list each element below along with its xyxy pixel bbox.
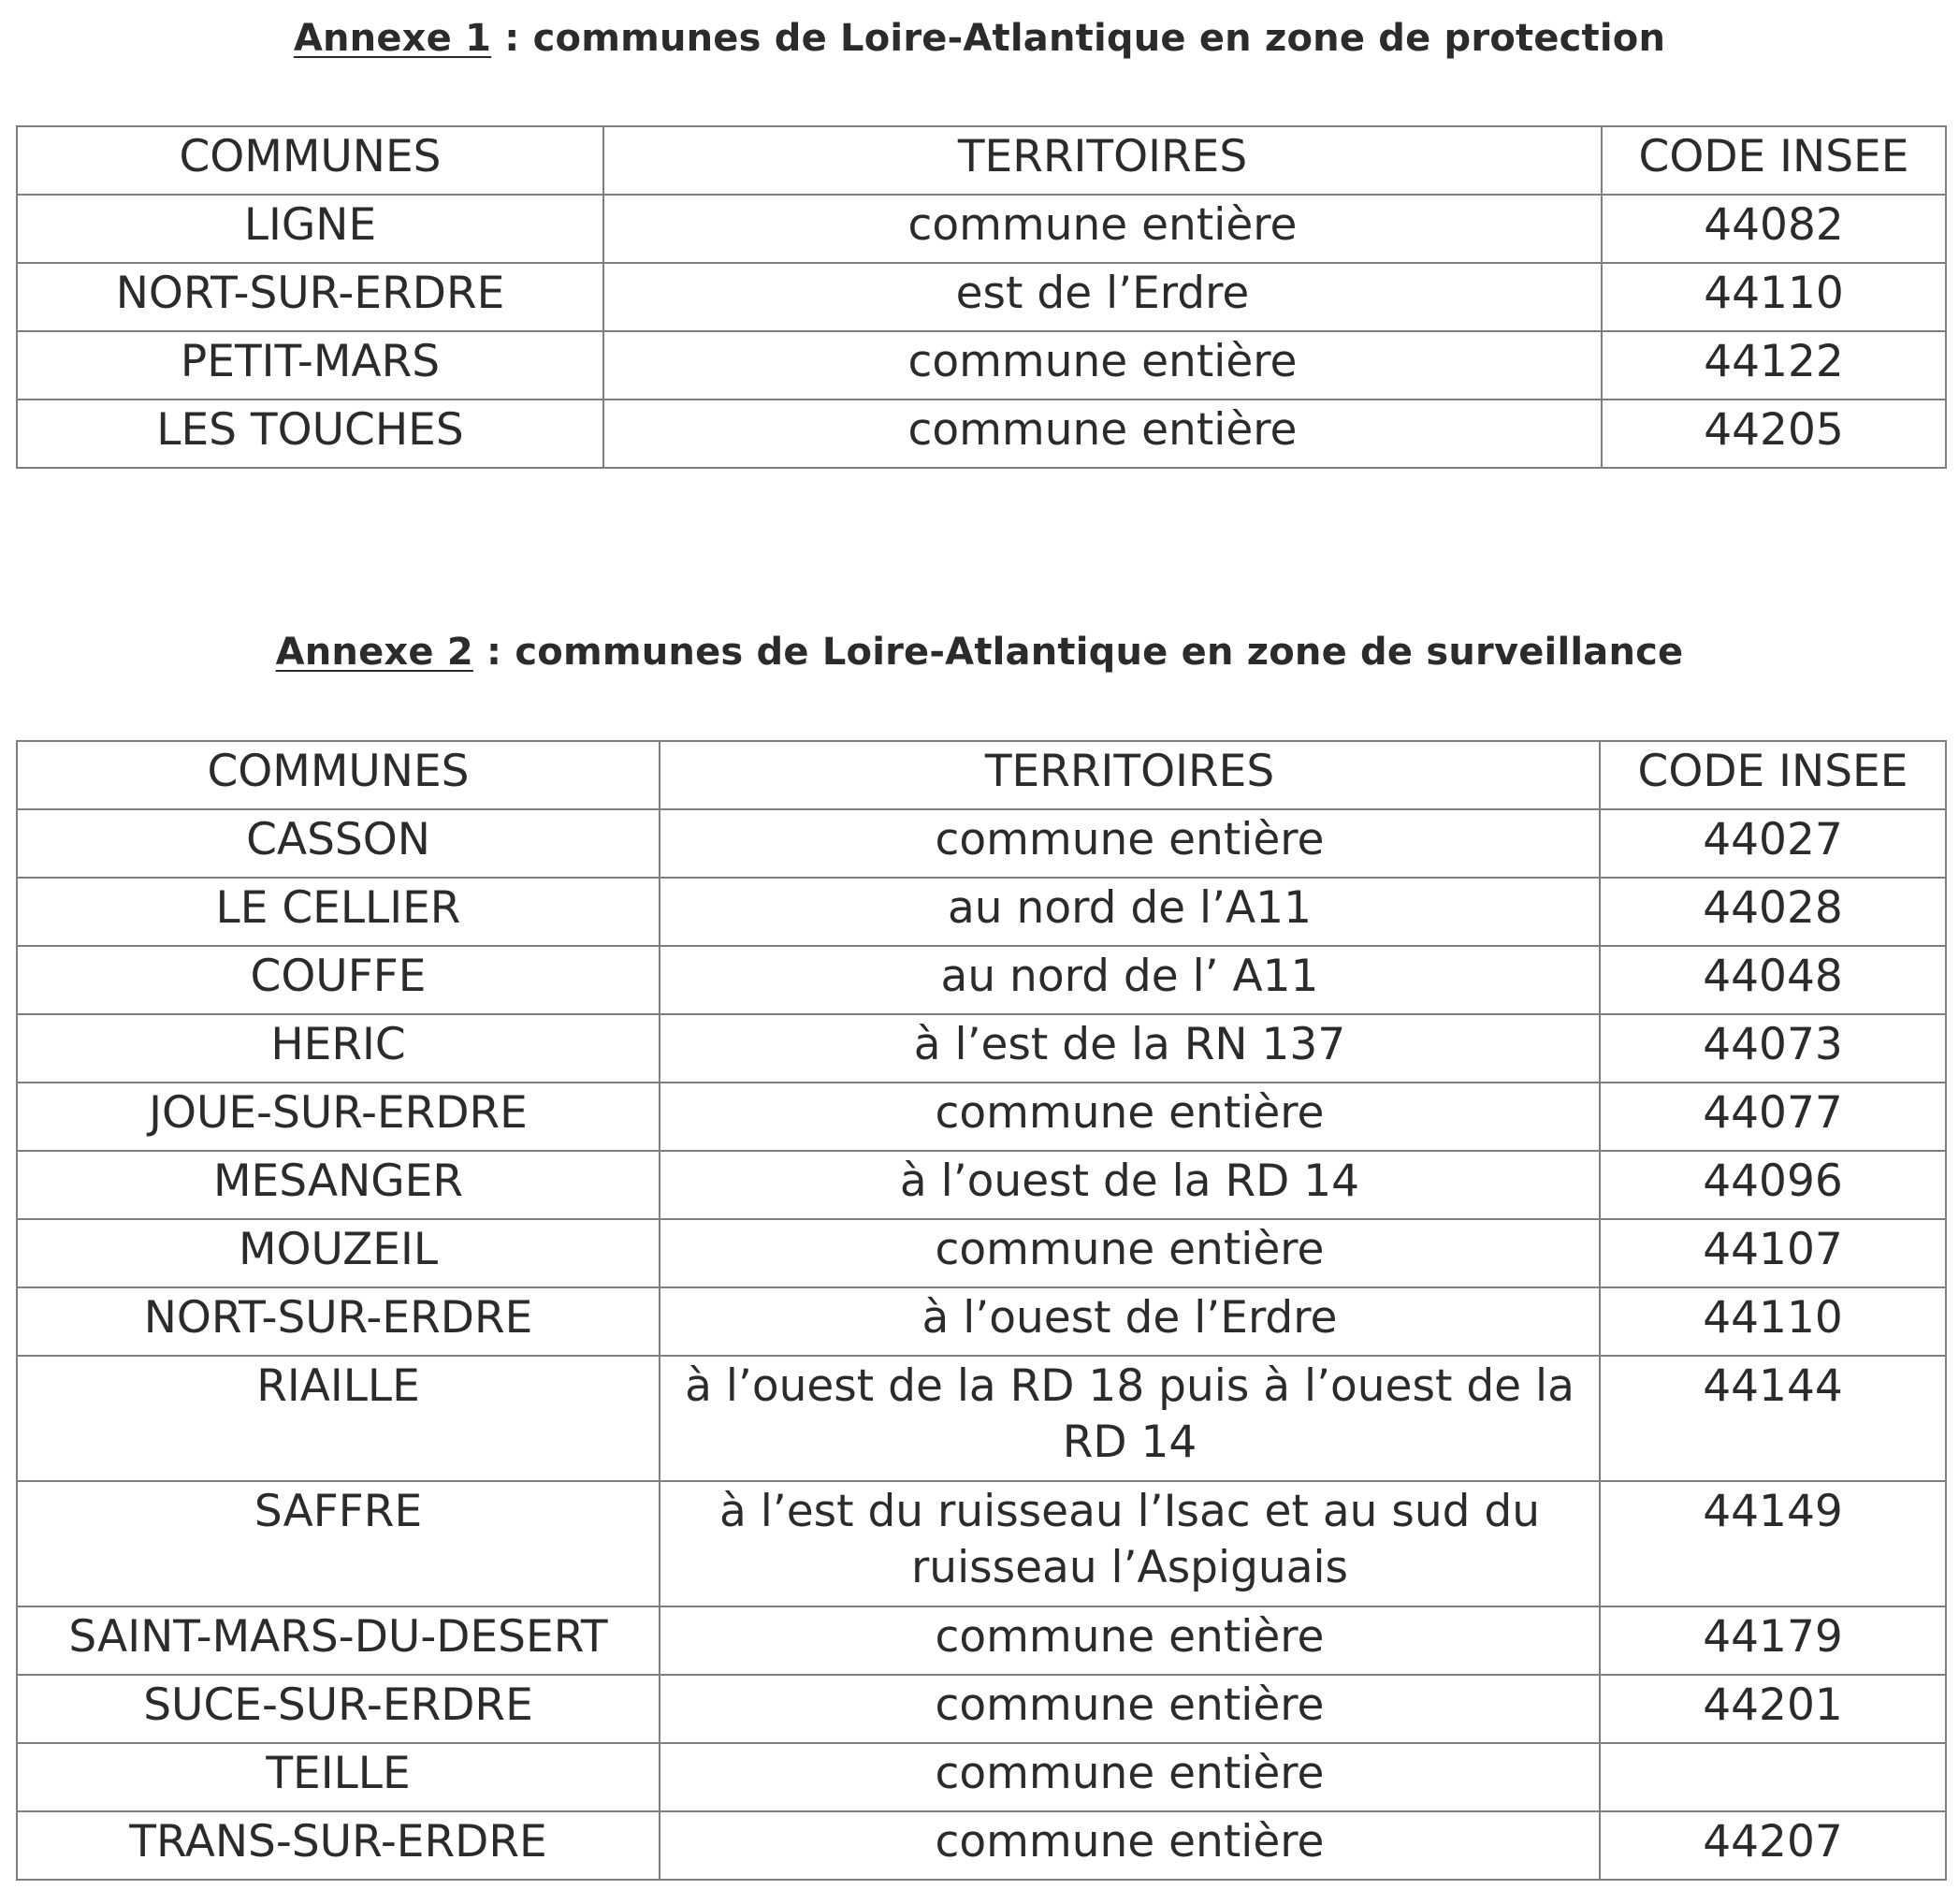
territoire-cell: commune entière bbox=[603, 331, 1602, 400]
commune-cell: COUFFE bbox=[17, 946, 660, 1014]
table-row bbox=[17, 1811, 1946, 1880]
annex-2-title-text: : communes de Loire-Atlantique en zone de surveillance bbox=[472, 631, 1684, 674]
commune-cell: JOUE-SUR-ERDRE bbox=[17, 1083, 660, 1151]
header-communes: COMMUNES bbox=[17, 126, 603, 195]
code-insee-cell: 44110 bbox=[1602, 263, 1946, 331]
table-row bbox=[17, 1743, 1946, 1811]
territoire-cell: est de l’Erdre bbox=[603, 263, 1602, 331]
code-insee-cell: 44073 bbox=[1600, 1014, 1946, 1083]
table-row bbox=[17, 1356, 1946, 1481]
table-row bbox=[17, 1481, 1946, 1606]
commune-cell: PETIT-MARS bbox=[17, 331, 603, 400]
territoire-cell: commune entière bbox=[603, 400, 1602, 468]
table-header-row bbox=[17, 741, 1946, 809]
code-insee-cell: 44027 bbox=[1600, 809, 1946, 878]
table-row bbox=[17, 1219, 1946, 1287]
table-row bbox=[17, 1083, 1946, 1151]
code-insee-cell: 44107 bbox=[1600, 1219, 1946, 1287]
commune-cell: SUCE-SUR-ERDRE bbox=[17, 1675, 660, 1743]
table-row bbox=[17, 400, 1946, 468]
code-insee-cell: 44077 bbox=[1600, 1083, 1946, 1151]
table-header-row bbox=[17, 126, 1946, 195]
table-row bbox=[17, 878, 1946, 946]
code-insee-cell: 44144 bbox=[1600, 1356, 1946, 1481]
annex-2-label: Annexe 2 bbox=[275, 631, 473, 674]
table-row bbox=[17, 263, 1946, 331]
code-insee-cell: 44028 bbox=[1600, 878, 1946, 946]
commune-cell: MESANGER bbox=[17, 1151, 660, 1219]
commune-cell: LE CELLIER bbox=[17, 878, 660, 946]
territoire-cell: à l’ouest de la RD 14 bbox=[660, 1151, 1600, 1219]
protection-zone-table bbox=[16, 125, 1947, 469]
commune-cell: RIAILLE bbox=[17, 1356, 660, 1481]
commune-cell: SAFFRE bbox=[17, 1481, 660, 1606]
table-row bbox=[17, 331, 1946, 400]
territoire-cell: à l’est du ruisseau l’Isac et au sud du ruisseau l’Aspiguais bbox=[660, 1481, 1600, 1606]
commune-cell: NORT-SUR-ERDRE bbox=[17, 1287, 660, 1356]
code-insee-cell: 44207 bbox=[1600, 1811, 1946, 1880]
territoire-cell: commune entière bbox=[660, 1811, 1600, 1880]
table-row bbox=[17, 1606, 1946, 1675]
header-territoires: TERRITOIRES bbox=[660, 741, 1600, 809]
table-row bbox=[17, 946, 1946, 1014]
territoire-cell: commune entière bbox=[660, 1675, 1600, 1743]
code-insee-cell: 44149 bbox=[1600, 1481, 1946, 1606]
code-insee-cell: 44179 bbox=[1600, 1606, 1946, 1675]
commune-cell: CASSON bbox=[17, 809, 660, 878]
commune-cell: TEILLE bbox=[17, 1743, 660, 1811]
surveillance-zone-table bbox=[16, 740, 1947, 1881]
table-row bbox=[17, 1675, 1946, 1743]
territoire-cell: au nord de l’ A11 bbox=[660, 946, 1600, 1014]
territoire-cell: commune entière bbox=[660, 1083, 1600, 1151]
territoire-cell: à l’ouest de la RD 18 puis à l’ouest de la RD 14 bbox=[660, 1356, 1600, 1481]
territoire-cell: au nord de l’A11 bbox=[660, 878, 1600, 946]
table-row bbox=[17, 195, 1946, 263]
commune-cell: SAINT-MARS-DU-DESERT bbox=[17, 1606, 660, 1675]
territoire-cell: commune entière bbox=[603, 195, 1602, 263]
header-territoires: TERRITOIRES bbox=[603, 126, 1602, 195]
territoire-cell: commune entière bbox=[660, 1219, 1600, 1287]
code-insee-cell: 44048 bbox=[1600, 946, 1946, 1014]
code-insee-cell bbox=[1600, 1743, 1946, 1811]
table-row bbox=[17, 1014, 1946, 1083]
table-row bbox=[17, 809, 1946, 878]
annex-1-title bbox=[0, 17, 1959, 60]
code-insee-cell: 44110 bbox=[1600, 1287, 1946, 1356]
header-code-insee: CODE INSEE bbox=[1602, 126, 1946, 195]
annex-2-title bbox=[0, 631, 1959, 674]
code-insee-cell: 44082 bbox=[1602, 195, 1946, 263]
header-code-insee: CODE INSEE bbox=[1600, 741, 1946, 809]
commune-cell: NORT-SUR-ERDRE bbox=[17, 263, 603, 331]
territoire-cell: à l’est de la RN 137 bbox=[660, 1014, 1600, 1083]
table-row bbox=[17, 1151, 1946, 1219]
territoire-cell: commune entière bbox=[660, 809, 1600, 878]
header-communes: COMMUNES bbox=[17, 741, 660, 809]
commune-cell: MOUZEIL bbox=[17, 1219, 660, 1287]
code-insee-cell: 44201 bbox=[1600, 1675, 1946, 1743]
territoire-cell: à l’ouest de l’Erdre bbox=[660, 1287, 1600, 1356]
code-insee-cell: 44122 bbox=[1602, 331, 1946, 400]
annex-1-label: Annexe 1 bbox=[293, 17, 492, 60]
territoire-cell: commune entière bbox=[660, 1743, 1600, 1811]
commune-cell: LES TOUCHES bbox=[17, 400, 603, 468]
annex-1-title-text: : communes de Loire-Atlantique en zone de protection bbox=[491, 17, 1666, 60]
commune-cell: TRANS-SUR-ERDRE bbox=[17, 1811, 660, 1880]
commune-cell: LIGNE bbox=[17, 195, 603, 263]
commune-cell: HERIC bbox=[17, 1014, 660, 1083]
code-insee-cell: 44096 bbox=[1600, 1151, 1946, 1219]
territoire-cell: commune entière bbox=[660, 1606, 1600, 1675]
table-row bbox=[17, 1287, 1946, 1356]
code-insee-cell: 44205 bbox=[1602, 400, 1946, 468]
